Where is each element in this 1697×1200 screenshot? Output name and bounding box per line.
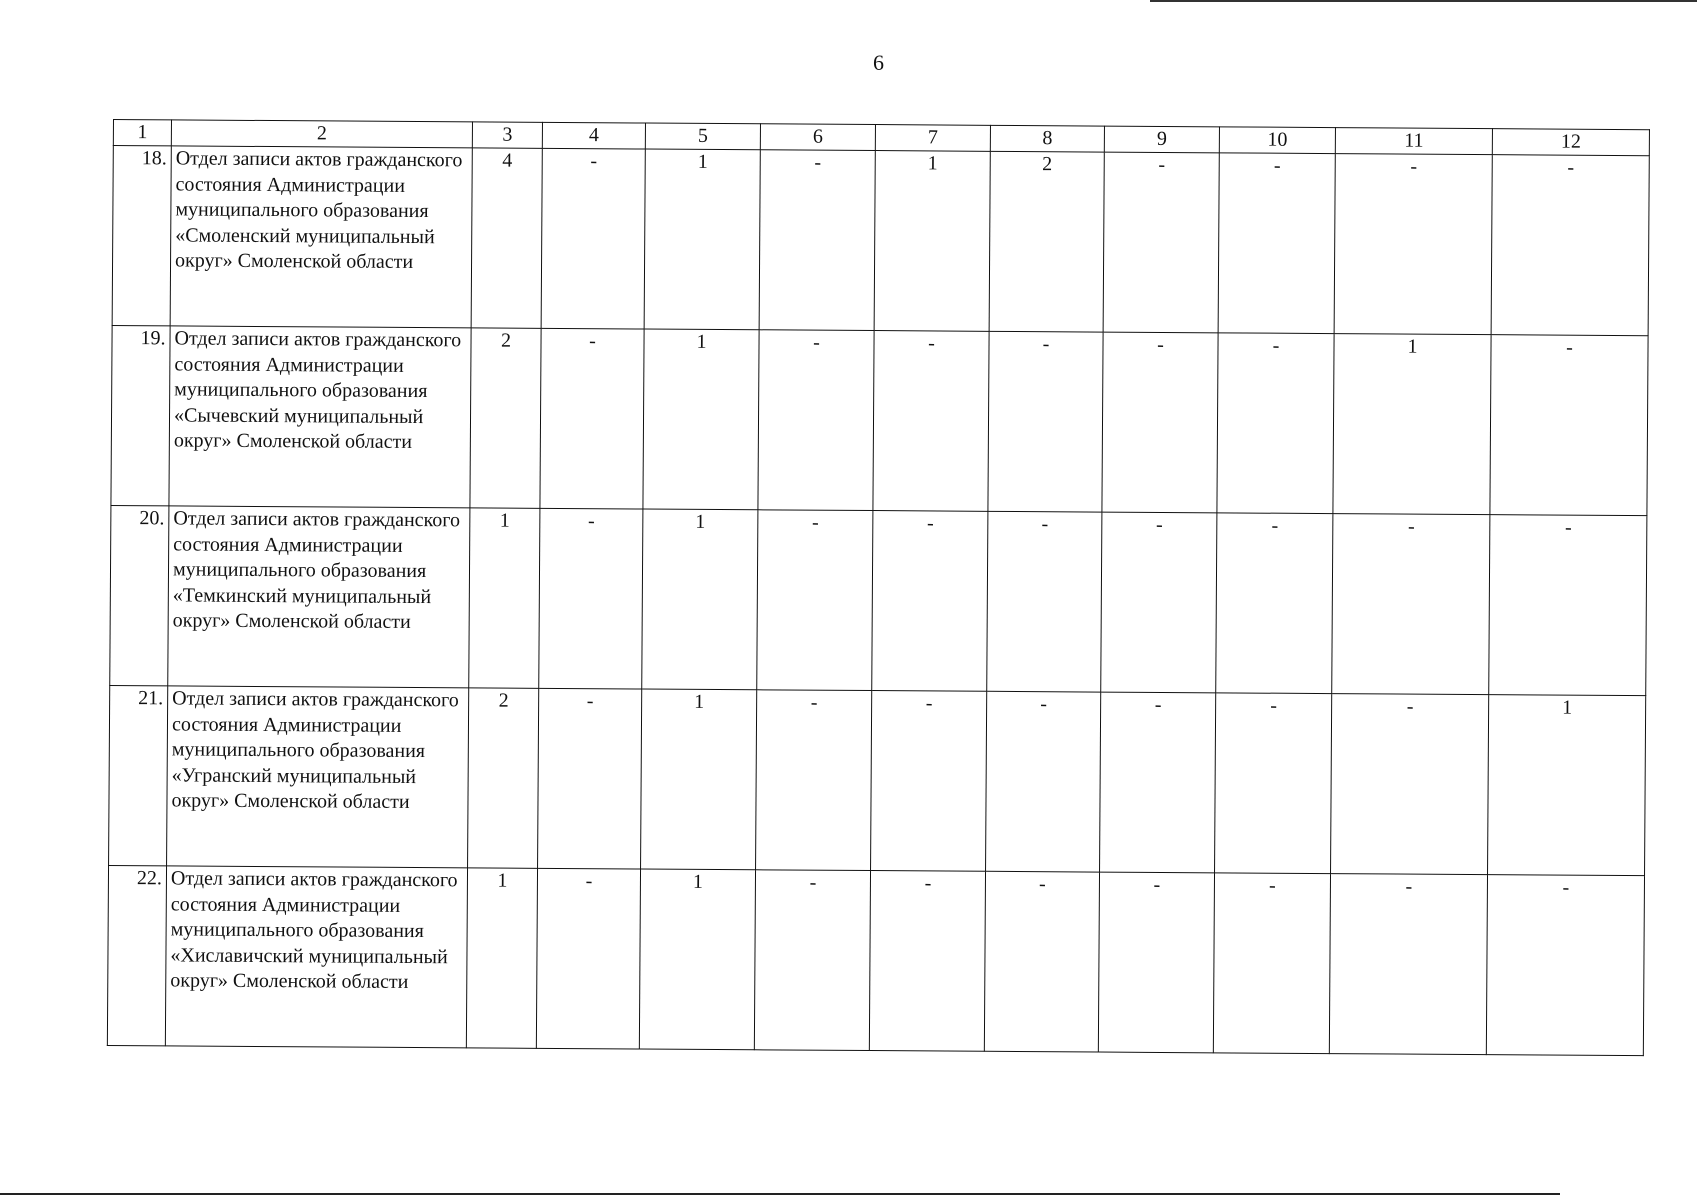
column-header: 10 <box>1219 127 1335 154</box>
row-number: 21. <box>109 685 168 865</box>
value-cell: - <box>984 871 1099 1052</box>
value-cell: - <box>754 870 870 1051</box>
value-cell: - <box>988 331 1103 512</box>
value-cell: - <box>759 150 875 331</box>
value-cell: - <box>1491 155 1649 336</box>
office-name: Отдел записи актов гражданского состояния Администрации муниципального образования «Темкинский муниципальный округ» Смоленской области <box>168 506 470 688</box>
value-cell: 1 <box>641 689 757 870</box>
value-cell: - <box>1215 693 1332 874</box>
value-cell: - <box>1486 875 1644 1056</box>
value-cell: 1 <box>1333 334 1491 515</box>
value-cell: - <box>1100 692 1216 873</box>
office-name: Отдел записи актов гражданского состояния Администрации муниципального образования «Хиславичский муниципальный округ» Смоленской области <box>165 866 467 1048</box>
value-cell: - <box>1489 515 1647 696</box>
column-header: 11 <box>1335 128 1492 155</box>
value-cell: - <box>1101 512 1217 693</box>
value-cell: 2 <box>468 688 539 868</box>
value-cell: 4 <box>471 148 542 328</box>
office-name: Отдел записи актов гражданского состояния Администрации муниципального образования «Угранский муниципальный округ» Смоленской области <box>167 686 469 868</box>
value-cell: - <box>872 511 988 692</box>
value-cell: 1 <box>1488 695 1646 876</box>
value-cell: - <box>540 328 644 509</box>
column-header: 2 <box>171 120 472 148</box>
value-cell: - <box>1213 873 1330 1054</box>
value-cell: 1 <box>644 149 760 330</box>
table-row <box>111 325 1648 515</box>
registry-table <box>107 119 1650 1056</box>
value-cell: 2 <box>470 328 541 508</box>
office-name: Отдел записи актов гражданского состояния Администрации муниципального образования «Сычевский муниципальный округ» Смоленской области <box>169 326 471 508</box>
value-cell: 1 <box>639 869 755 1050</box>
column-header: 6 <box>760 124 875 151</box>
value-cell: - <box>539 508 643 689</box>
column-header: 12 <box>1492 129 1649 156</box>
value-cell: 1 <box>466 868 537 1048</box>
value-cell: - <box>1490 335 1648 516</box>
value-cell: 1 <box>874 151 990 332</box>
office-name: Отдел записи актов гражданского состояния Администрации муниципального образования «Смоленский муниципальный округ» Смоленской области <box>170 146 472 328</box>
value-cell: 1 <box>643 329 759 510</box>
row-number: 19. <box>111 325 170 505</box>
value-cell: - <box>1217 333 1334 514</box>
value-cell: - <box>758 330 874 511</box>
table-row <box>110 505 1647 695</box>
column-header: 8 <box>990 125 1104 152</box>
value-cell: - <box>986 691 1101 872</box>
value-cell: 2 <box>989 151 1104 332</box>
value-cell: - <box>1102 332 1218 513</box>
table-body <box>107 120 1649 1056</box>
value-cell: - <box>756 690 872 871</box>
column-header: 9 <box>1104 126 1219 153</box>
value-cell: 1 <box>642 509 758 690</box>
value-cell: 1 <box>469 508 540 688</box>
scan-edge-top <box>1150 0 1697 2</box>
row-number: 20. <box>110 505 169 685</box>
value-cell: - <box>1334 154 1492 335</box>
page-number: 6 <box>873 50 884 75</box>
value-cell: - <box>1098 872 1214 1053</box>
value-cell: - <box>869 871 985 1052</box>
row-number: 22. <box>107 865 166 1045</box>
value-cell: - <box>1103 152 1219 333</box>
value-cell: - <box>987 511 1102 692</box>
column-header: 7 <box>875 125 990 152</box>
value-cell: - <box>1218 153 1335 334</box>
table-row <box>109 685 1646 875</box>
value-cell: - <box>1329 874 1487 1055</box>
column-header: 5 <box>645 123 760 150</box>
table-row <box>112 146 1649 336</box>
value-cell: - <box>871 691 987 872</box>
value-cell: - <box>757 510 873 691</box>
column-header: 4 <box>542 122 645 149</box>
value-cell: - <box>1331 694 1489 875</box>
value-cell: - <box>1332 514 1490 695</box>
value-cell: - <box>541 148 645 329</box>
value-cell: - <box>536 868 640 1049</box>
value-cell: - <box>538 688 642 869</box>
table-row <box>107 865 1644 1055</box>
row-number: 18. <box>112 146 171 326</box>
value-cell: - <box>873 331 989 512</box>
column-header: 1 <box>113 120 171 146</box>
column-header: 3 <box>472 122 542 148</box>
scan-edge-bottom <box>0 1193 1560 1195</box>
value-cell: - <box>1216 513 1333 694</box>
